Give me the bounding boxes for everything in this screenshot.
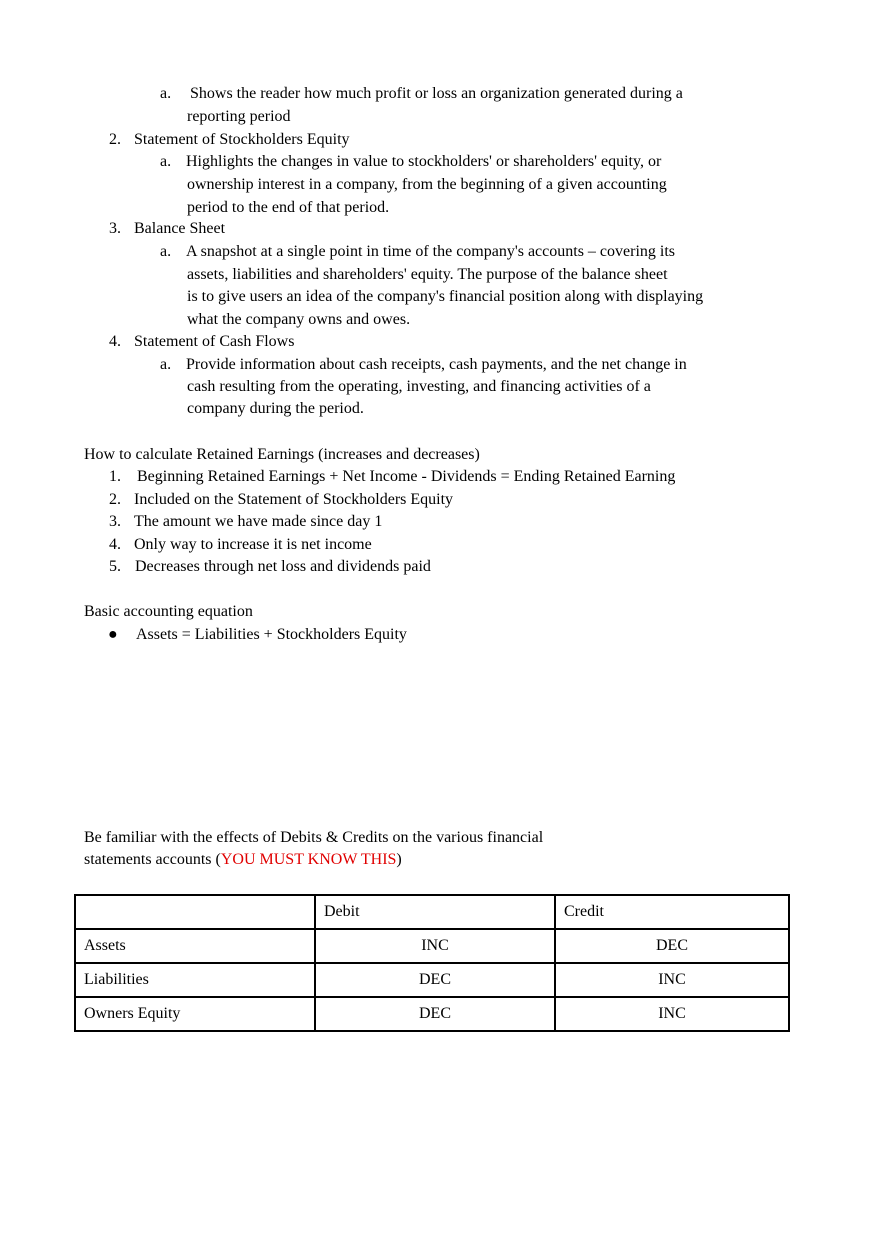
section-heading: How to calculate Retained Earnings (increases and decreases) [84, 446, 480, 463]
table-row [75, 929, 789, 963]
text-prefix: statements accounts ( [84, 851, 221, 868]
table-row [75, 997, 789, 1031]
table-header-row [75, 895, 789, 929]
table-cell-account: Owners Equity [75, 997, 315, 1031]
list-item-title: Statement of Stockholders Equity [134, 131, 350, 148]
list-marker: a. [160, 243, 172, 260]
list-item-text: Only way to increase it is net income [134, 536, 372, 553]
table-cell-account: Liabilities [75, 963, 315, 997]
paragraph-line [84, 850, 402, 870]
list-item-text: is to give users an idea of the company's financial position along with displaying [187, 288, 704, 305]
list-item-text: ownership interest in a company, from the beginning of a given accounting [187, 176, 667, 193]
list-item-text: Decreases through net loss and dividends paid [135, 558, 431, 575]
list-item-text: Highlights the changes in value to stockholders' or shareholders' equity, or [186, 153, 662, 170]
text-suffix: ) [396, 851, 402, 868]
list-item-text: reporting period [187, 108, 291, 125]
table-header-cell [75, 895, 315, 929]
list-item-text: Beginning Retained Earnings + Net Income - Dividends = Ending Retained Earning [137, 468, 676, 485]
list-item-text: Included on the Statement of Stockholders Equity [134, 491, 454, 508]
table-row [75, 963, 789, 997]
table-cell-debit: DEC [315, 963, 555, 997]
list-marker: a. [160, 153, 172, 170]
table-header-cell: Debit [315, 895, 555, 929]
list-marker: 4. [109, 536, 121, 553]
list-marker: 5. [109, 558, 121, 575]
list-item-text: The amount we have made since day 1 [134, 513, 383, 530]
list-item-text: what the company owns and owes. [187, 311, 411, 328]
table-cell-debit: DEC [315, 997, 555, 1031]
list-marker: 3. [109, 220, 121, 237]
list-item-text: A snapshot at a single point in time of the company's accounts – covering its [186, 243, 676, 260]
table-cell-account: Assets [75, 929, 315, 963]
list-marker: 2. [109, 491, 121, 508]
list-item-text: assets, liabilities and shareholders' equity. The purpose of the balance sheet [187, 266, 668, 283]
list-item-text: period to the end of that period. [187, 199, 390, 216]
list-marker: a. [160, 85, 172, 102]
list-marker: 4. [109, 333, 121, 350]
list-marker: 1. [109, 468, 121, 485]
list-item-text: cash resulting from the operating, investing, and financing activities of a [187, 378, 651, 395]
section-heading: Basic accounting equation [84, 603, 253, 620]
table-cell-credit: INC [555, 997, 789, 1031]
list-item-text: Assets = Liabilities + Stockholders Equity [136, 626, 407, 643]
list-item-title: Balance Sheet [134, 220, 226, 237]
list-item-text: company during the period. [187, 400, 364, 417]
bullet-icon: ● [108, 626, 118, 643]
table-cell-debit: INC [315, 929, 555, 963]
table-cell-credit: DEC [555, 929, 789, 963]
list-item-title: Statement of Cash Flows [134, 333, 295, 350]
list-marker: 3. [109, 513, 121, 530]
table-cell-credit: INC [555, 963, 789, 997]
table-header-cell: Credit [555, 895, 789, 929]
list-marker: a. [160, 356, 172, 373]
paragraph-line: Be familiar with the effects of Debits & Credits on the various financial [84, 829, 544, 846]
list-item-text: Shows the reader how much profit or loss an organization generated during a [190, 85, 683, 102]
list-marker: 2. [109, 131, 121, 148]
emphasis-text: YOU MUST KNOW THIS [220, 851, 397, 868]
debit-credit-table [74, 894, 790, 1032]
list-item-text: Provide information about cash receipts, cash payments, and the net change in [186, 356, 687, 373]
